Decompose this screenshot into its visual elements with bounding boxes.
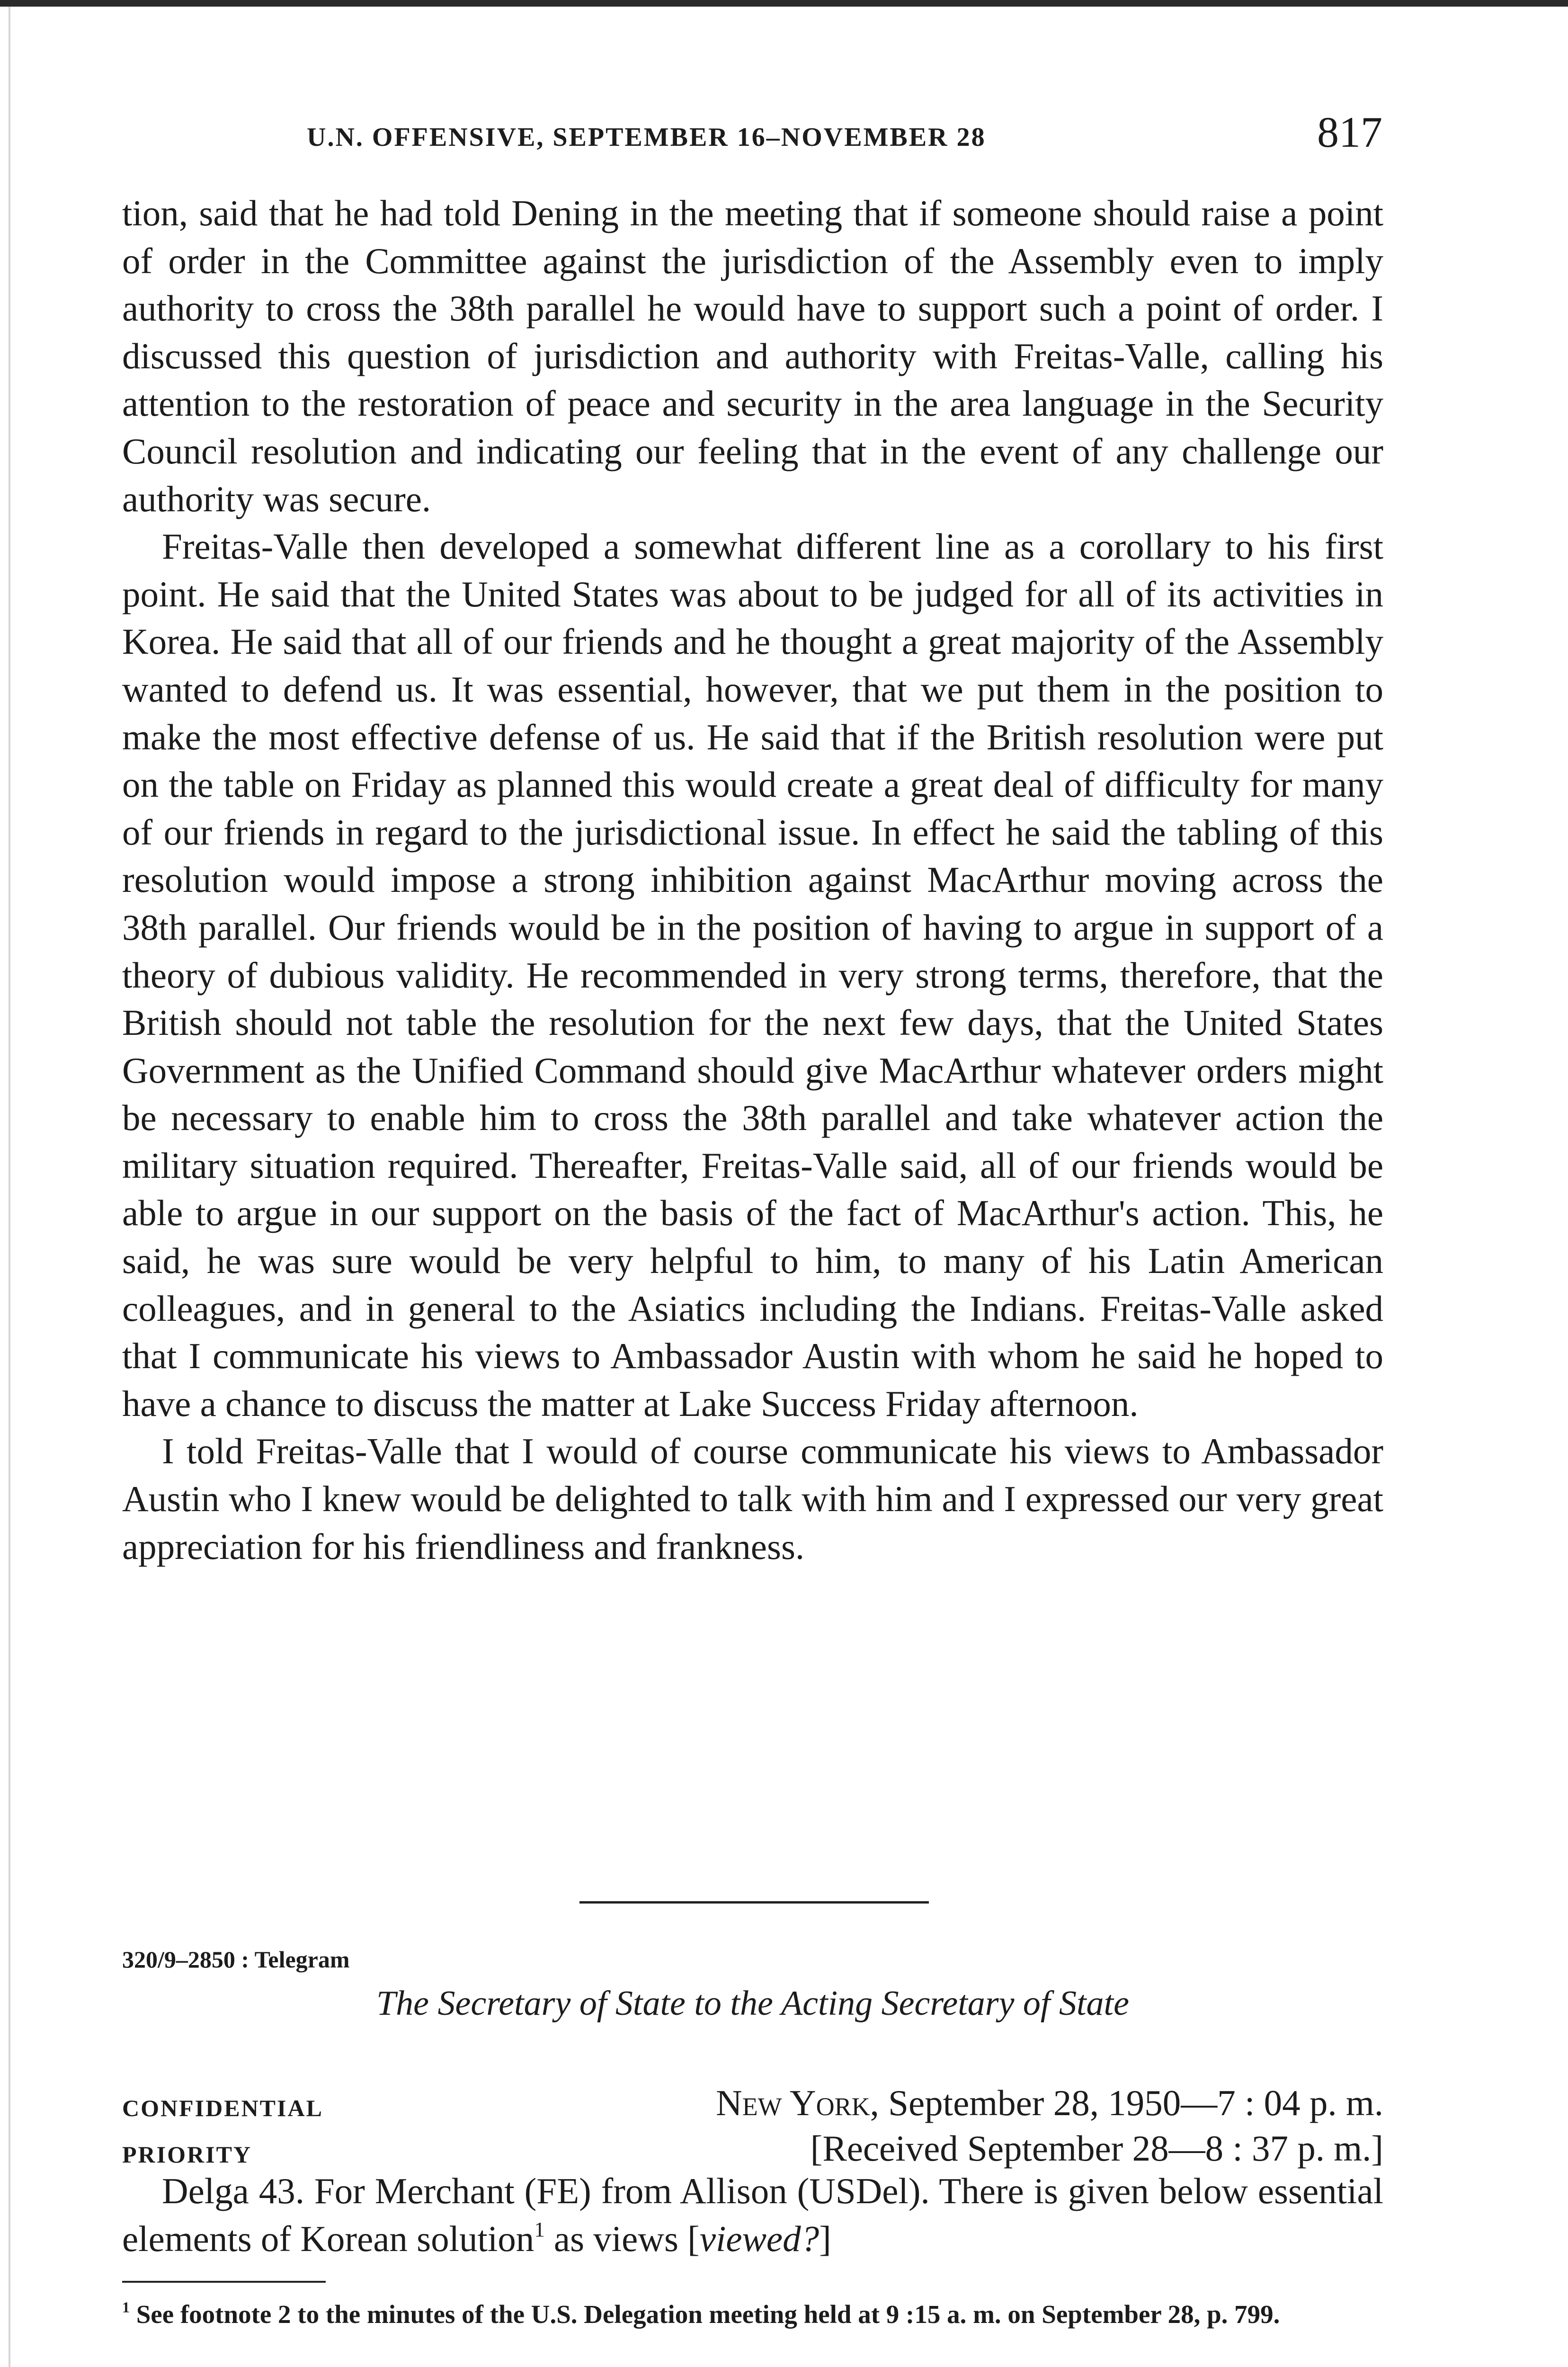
footnote-marker: 1 (122, 2299, 130, 2316)
classification-label: CONFIDENTIAL (122, 2095, 323, 2121)
received-line: [Received September 28—8 : 37 p. m.] (810, 2128, 1383, 2169)
paragraph-closing: I told Freitas-Valle that I would of course communicate his views to Ambassador Austin who I knew would be delighted to talk with him and I expressed our very great appreciation for his friendliness and frankness. (122, 1431, 1383, 1567)
body-text (122, 189, 1383, 1570)
page-edge-shadow (9, 7, 10, 2367)
footnote-text: See footnote 2 to the minutes of the U.S. Delegation meeting held at 9 :15 a. m. on September 28, p. 799. (129, 2300, 1280, 2329)
paragraph-freitas-valle: Freitas-Valle then developed a somewhat different line as a corollary to his first point. He said that the United States was about to be judged for all of its activities in Korea. He said that all of our friends and he thought a great majority of the Assembly wanted to defend us. It was essential, however, that we put them in the position to make the most effective defense of us. He said that if the British resolution were put on the table on Friday as planned this would create a great deal of difficulty for many of our friends in regard to the jurisdictional issue. In effect he said the tabling of this resolution would impose a strong inhibition against MacArthur moving across the 38th parallel. Our friends would be in the position of having to argue in support of a theory of dubious validity. He recommended in very strong terms, therefore, that the British should not table the resolution for the next few days, that the United States Government as the Unified Command should give MacArthur whatever orders might be necessary to enable him to cross the 38th parallel and take whatever action the military situation required. Thereafter, Freitas-Valle said, all of our friends would be able to argue in our support on the basis of the fact of MacArthur's action. This, he said, he was sure would be very helpful to him, to many of his Latin American colleagues, and in general to the Asiatics including the Indians. Freitas-Valle asked that I communicate his views to Ambassador Austin with whom he said he hoped to have a chance to discuss the matter at Lake Success Friday afternoon. (122, 526, 1383, 1424)
running-title: U.N. OFFENSIVE, SEPTEMBER 16–NOVEMBER 28 (307, 123, 986, 152)
file-reference: 320/9–2850 : Telegram (122, 1946, 350, 1973)
footnote (122, 2298, 1383, 2331)
telegram-paragraph (122, 2167, 1383, 2262)
section-divider (579, 1901, 929, 1904)
document-title: The Secretary of State to the Acting Secretary of State (376, 1984, 1129, 2023)
dateline-place: New York (716, 2082, 870, 2123)
telegram-text-cont: as views [ (544, 2218, 700, 2259)
priority-label: PRIORITY (122, 2141, 252, 2168)
dateline-date: , September 28, 1950—7 : 04 p. m. (870, 2082, 1383, 2123)
paragraph-continuation: tion, said that he had told Dening in the meeting that if someone should raise a point of order in the Committee against the jurisdiction of the Assembly even to imply authority to cross the 38th parallel he would have to support such a point of order. I discussed this question of jurisdiction and authority with Freitas-Valle, calling his attention to the restoration of peace and security in the area language in the Security Council resolution and indicating our feeling that in the event of any challenge our authority was secure. (122, 193, 1383, 519)
running-head (122, 95, 1383, 166)
telegram-text-main: Delga 43. For Merchant (FE) from Allison (USDel). There is given below essential elements of Korean solution (122, 2171, 1383, 2259)
page-number: 817 (1317, 108, 1382, 156)
editorial-insert: viewed? (699, 2218, 820, 2259)
bracket-close: ] (819, 2218, 831, 2259)
footnote-divider (122, 2281, 326, 2283)
top-border-rule (0, 0, 1568, 7)
footnote-reference: 1 (534, 2217, 545, 2241)
dateline (716, 2082, 1383, 2124)
telegram-text (122, 2167, 1383, 2262)
